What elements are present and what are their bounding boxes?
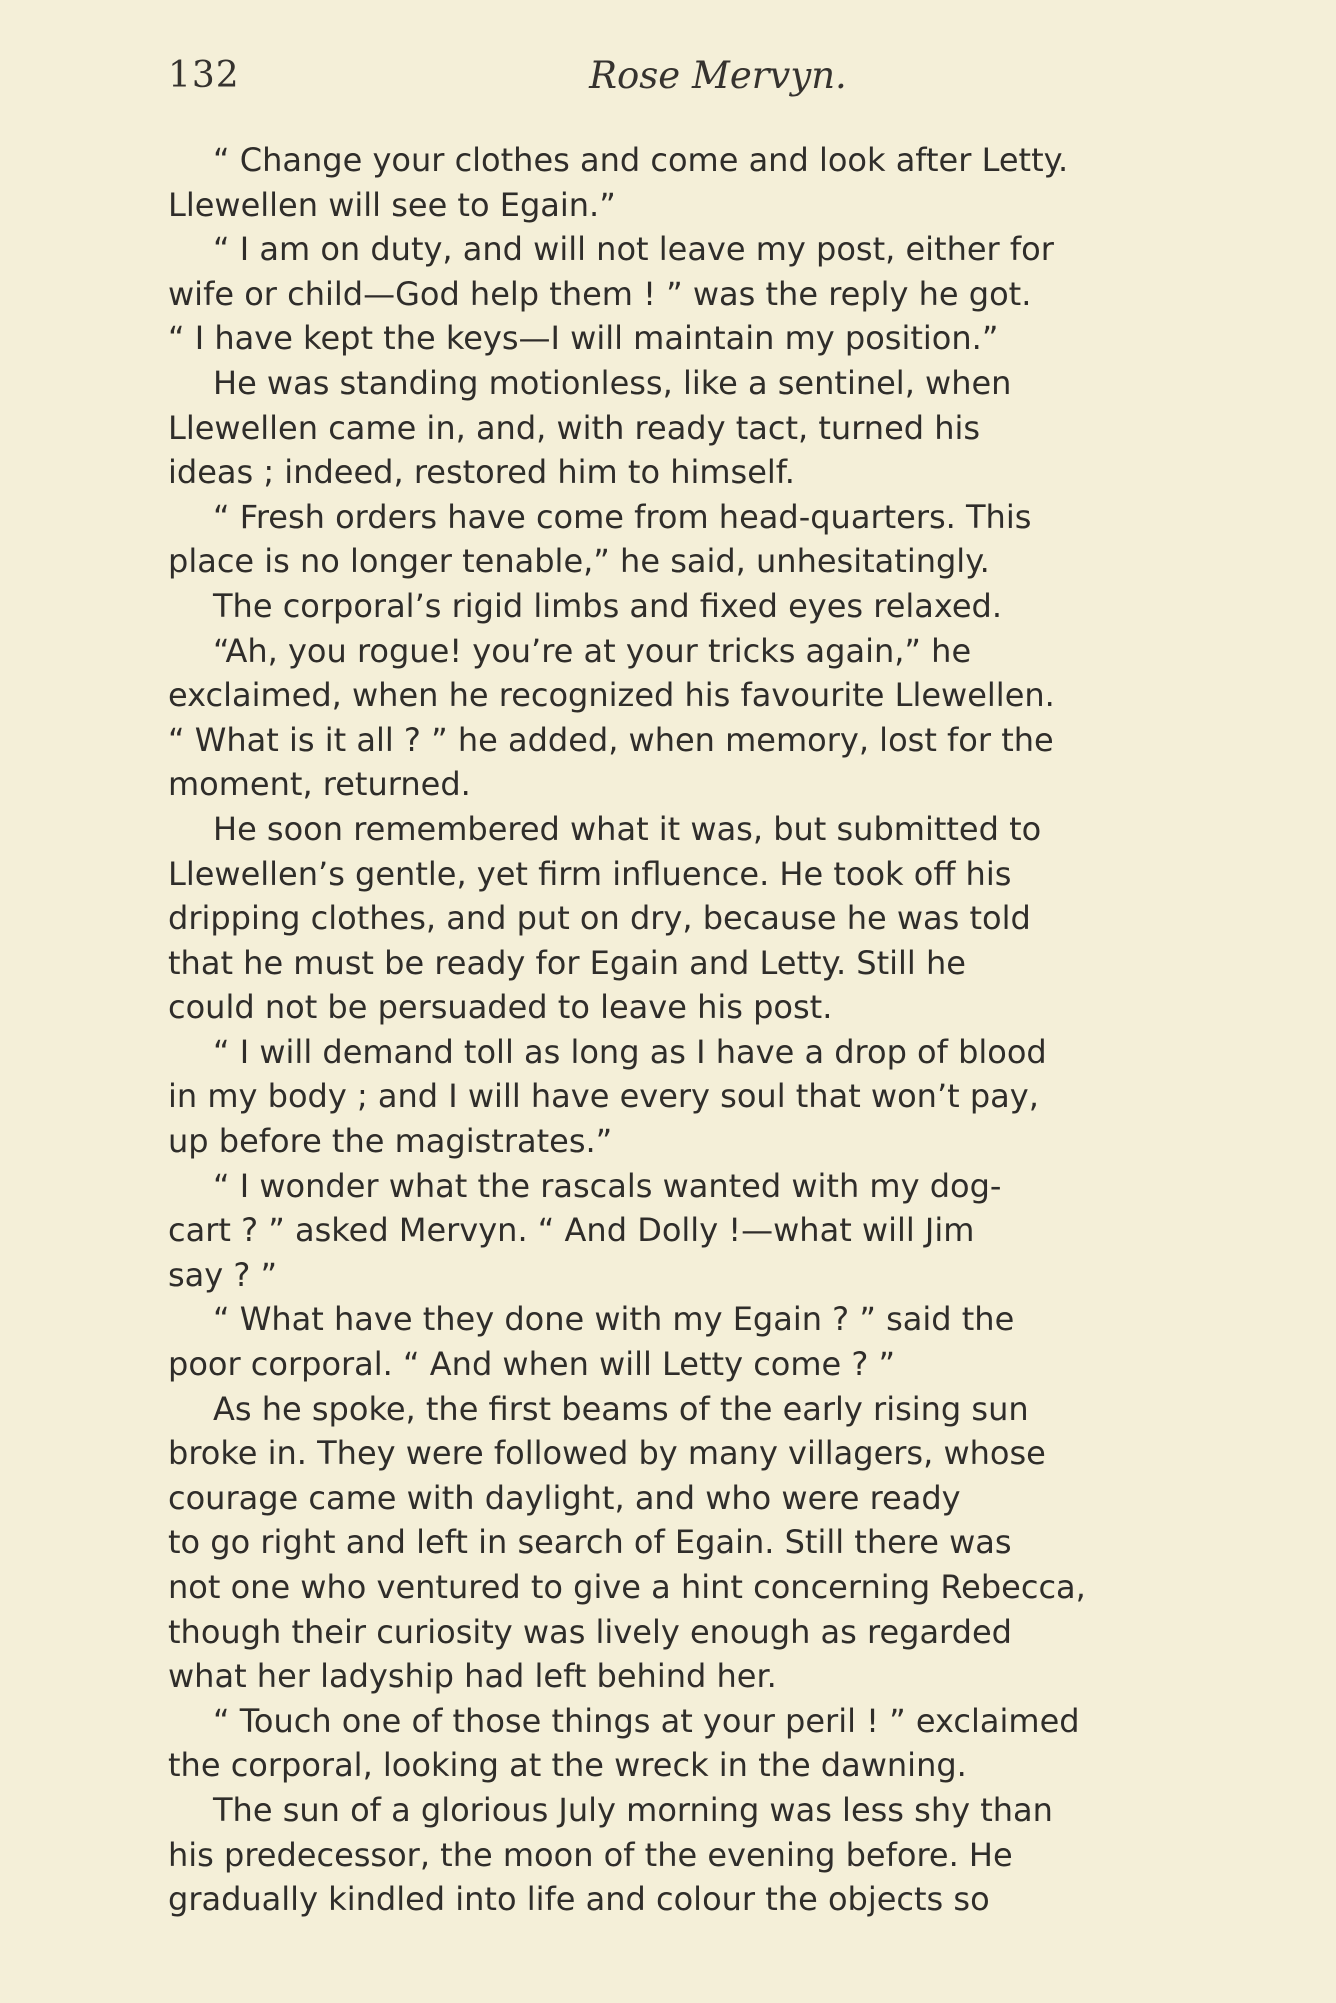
text-line: could not be persuaded to leave his post. <box>168 988 833 1027</box>
body-text <box>168 138 1252 1922</box>
text-line: moment, returned. <box>168 765 471 804</box>
text-line: Llewellen will see to Egain.” <box>168 185 616 224</box>
page-header <box>168 54 1248 114</box>
page-number: 132 <box>168 55 240 96</box>
text-line: what her ladyship had left behind her. <box>168 1657 777 1696</box>
text-line: gradually kindled into life and colour the objects so <box>168 1880 990 1919</box>
text-line: exclaimed, when he recognized his favourite Llewellen. <box>168 676 1055 715</box>
text-line: to go right and left in search of Egain. Still there was <box>168 1523 1012 1562</box>
text-line: dripping clothes, and put on dry, because he was told <box>168 899 1031 938</box>
text-line: Llewellen’s gentle, yet firm influence. He took off his <box>168 854 1012 893</box>
text-line: “ I am on duty, and will not leave my post, either for <box>213 230 1054 269</box>
text-line: “ What is it all ? ” he added, when memory, lost for the <box>168 720 1054 759</box>
text-line: “Ah, you rogue! you’re at your tricks again,” he <box>213 631 972 670</box>
text-line: say ? ” <box>168 1255 278 1294</box>
text-line: “ I will demand toll as long as I have a drop of blood <box>213 1032 1047 1071</box>
text-line: “ I wonder what the rascals wanted with my dog- <box>213 1166 1002 1205</box>
text-line: in my body ; and I will have every soul that won’t pay, <box>168 1077 1039 1116</box>
text-line: poor corporal. “ And when will Letty come ? ” <box>168 1345 896 1384</box>
text-line: “ Change your clothes and come and look after Letty. <box>213 141 1069 179</box>
text-line: The sun of a glorious July morning was less shy than <box>213 1790 1053 1829</box>
text-line: broke in. They were followed by many villagers, whose <box>168 1434 1046 1473</box>
text-line: his predecessor, the moon of the evening before. He <box>168 1835 1013 1874</box>
text-line: not one who ventured to give a hint concerning Rebecca, <box>168 1568 1086 1606</box>
text-line: that he must be ready for Egain and Letty. Still he <box>168 943 966 982</box>
text-line: “ Touch one of those things at your peril ! ” exclaimed <box>213 1701 1080 1740</box>
text-line: “ What have they done with my Egain ? ” said the <box>213 1300 1015 1339</box>
text-line: wife or child—God help them ! ” was the reply he got. <box>168 274 1032 313</box>
text-line: cart ? ” asked Mervyn. “ And Dolly !—what will Jim <box>168 1211 975 1250</box>
text-line: courage came with daylight, and who were ready <box>168 1478 961 1517</box>
text-line: though their curiosity was lively enough as regarded <box>168 1612 1012 1651</box>
text-line: “ Fresh orders have come from head-quarters. This <box>213 497 1032 536</box>
text-line: He soon remembered what it was, but submitted to <box>213 809 1042 848</box>
text-line: the corporal, looking at the wreck in the dawning. <box>168 1746 967 1785</box>
text-line: ideas ; indeed, restored him to himself. <box>168 453 795 492</box>
text-line: Llewellen came in, and, with ready tact, turned his <box>168 408 981 447</box>
text-line: He was standing motionless, like a sentinel, when <box>213 363 1012 402</box>
text-line: up before the magistrates.” <box>168 1122 613 1161</box>
running-title: Rose Mervyn. <box>589 54 847 97</box>
text-line: The corporal’s rigid limbs and fixed eyes relaxed. <box>213 586 1002 625</box>
text-line: As he spoke, the first beams of the early rising sun <box>213 1389 1029 1428</box>
text-line: “ I have kept the keys—I will maintain my position.” <box>168 319 999 358</box>
text-line: place is no longer tenable,” he said, unhesitatingly. <box>168 542 990 581</box>
